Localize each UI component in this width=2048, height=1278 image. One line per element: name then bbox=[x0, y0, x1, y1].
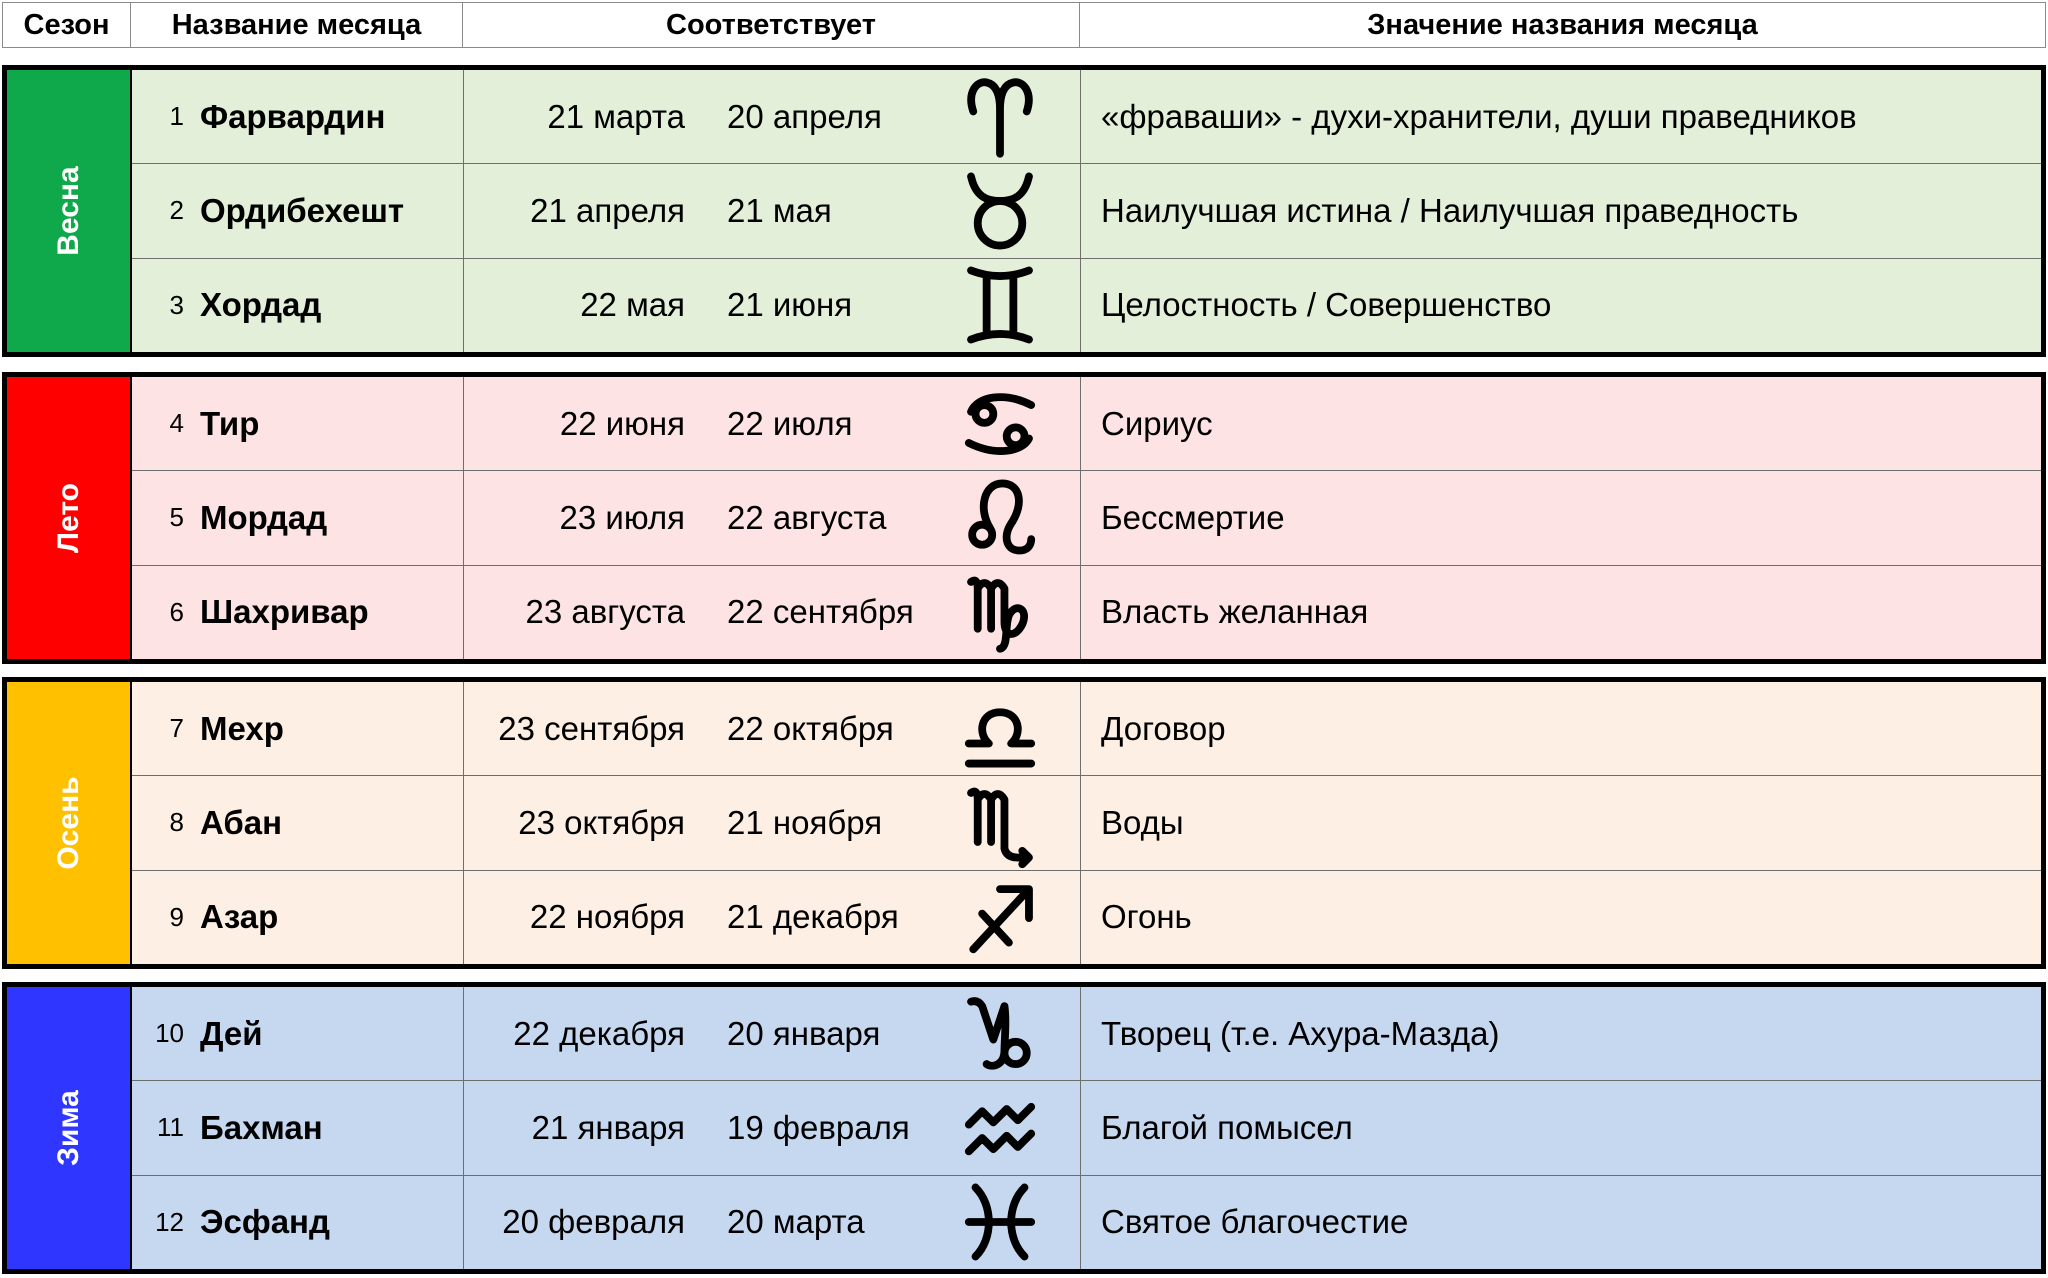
month-number: 11 bbox=[157, 1112, 184, 1143]
season-rows bbox=[132, 377, 2041, 659]
month-name: Бахман bbox=[200, 1108, 323, 1146]
season-label-text: Весна bbox=[51, 166, 85, 256]
month-meaning: Бессмертие bbox=[1101, 498, 1285, 536]
table-header bbox=[2, 2, 2046, 48]
month-meaning: Огонь bbox=[1101, 898, 1192, 936]
date-from: 23 августа bbox=[525, 593, 685, 631]
table-row bbox=[132, 259, 2041, 352]
month-meaning: Власть желанная bbox=[1101, 593, 1369, 631]
aries-icon bbox=[964, 78, 1036, 156]
header-month-name: Название месяца bbox=[131, 3, 463, 47]
capricorn-icon bbox=[964, 995, 1036, 1073]
month-name: Мехр bbox=[200, 709, 284, 747]
month-meaning: Наилучшая истина / Наилучшая праведность bbox=[1101, 191, 1799, 229]
date-from: 22 ноября bbox=[529, 898, 685, 936]
table-row bbox=[132, 164, 2041, 258]
date-from: 22 мая bbox=[580, 286, 685, 324]
table-row bbox=[132, 682, 2041, 776]
table-row bbox=[132, 471, 2041, 565]
date-to: 20 апреля bbox=[727, 97, 882, 135]
month-name: Ордибехешт bbox=[200, 191, 405, 229]
date-from: 21 января bbox=[531, 1108, 685, 1146]
month-number: 5 bbox=[169, 502, 184, 533]
date-to: 20 марта bbox=[727, 1203, 865, 1241]
date-from: 22 декабря bbox=[513, 1014, 685, 1052]
month-meaning: Воды bbox=[1101, 803, 1184, 841]
month-number: 12 bbox=[155, 1206, 184, 1237]
date-from: 21 апреля bbox=[530, 191, 685, 229]
month-name: Абан bbox=[200, 803, 283, 841]
season-label-summer bbox=[7, 377, 132, 659]
month-name: Тир bbox=[200, 404, 260, 442]
table-row bbox=[132, 70, 2041, 164]
date-to: 21 мая bbox=[727, 191, 832, 229]
date-to: 19 февраля bbox=[727, 1108, 910, 1146]
table-row bbox=[132, 1081, 2041, 1175]
month-number: 10 bbox=[155, 1018, 184, 1049]
season-label-winter bbox=[7, 987, 132, 1269]
month-name: Мордад bbox=[200, 498, 328, 536]
month-name: Эсфанд bbox=[200, 1203, 330, 1241]
date-from: 23 октября bbox=[518, 803, 685, 841]
month-name: Шахривар bbox=[200, 593, 369, 631]
header-meaning: Значение названия месяца bbox=[1367, 8, 1758, 41]
date-to: 22 октября bbox=[727, 709, 894, 747]
month-meaning: Святое благочестие bbox=[1101, 1203, 1409, 1241]
month-number: 1 bbox=[169, 101, 184, 132]
cancer-icon bbox=[964, 385, 1036, 463]
date-to: 21 декабря bbox=[727, 898, 899, 936]
season-rows bbox=[132, 682, 2041, 964]
month-meaning: Творец (т.е. Ахура-Мазда) bbox=[1101, 1014, 1500, 1052]
libra-icon bbox=[964, 690, 1036, 768]
table-row bbox=[132, 566, 2041, 659]
scorpio-icon bbox=[964, 784, 1036, 862]
month-number: 9 bbox=[169, 901, 184, 932]
month-name: Дей bbox=[200, 1014, 263, 1052]
month-number: 3 bbox=[169, 289, 184, 320]
month-meaning: Целостность / Совершенство bbox=[1101, 286, 1552, 324]
season-block-winter bbox=[2, 982, 2046, 1274]
table-row bbox=[132, 987, 2041, 1081]
taurus-icon bbox=[964, 172, 1036, 250]
season-block-summer bbox=[2, 372, 2046, 664]
season-rows bbox=[132, 70, 2041, 352]
season-label-spring bbox=[7, 70, 132, 352]
season-rows bbox=[132, 987, 2041, 1269]
date-from: 22 июня bbox=[559, 404, 685, 442]
sagittarius-icon bbox=[964, 878, 1036, 956]
date-to: 22 августа bbox=[727, 498, 887, 536]
month-name: Фарвардин bbox=[200, 97, 386, 135]
pisces-icon bbox=[964, 1183, 1036, 1261]
table-row bbox=[132, 1176, 2041, 1269]
month-number: 2 bbox=[169, 195, 184, 226]
season-block-autumn bbox=[2, 677, 2046, 969]
table-row bbox=[132, 377, 2041, 471]
table-row bbox=[132, 776, 2041, 870]
season-label-text: Осень bbox=[51, 776, 85, 870]
leo-icon bbox=[964, 479, 1036, 557]
virgo-icon bbox=[964, 573, 1036, 651]
month-meaning: Договор bbox=[1101, 709, 1226, 747]
date-from: 23 июля bbox=[559, 498, 685, 536]
month-name: Хордад bbox=[200, 286, 322, 324]
date-to: 20 января bbox=[727, 1014, 881, 1052]
table-row bbox=[132, 871, 2041, 964]
season-block-spring bbox=[2, 65, 2046, 357]
month-number: 7 bbox=[169, 713, 184, 744]
date-to: 22 сентября bbox=[727, 593, 914, 631]
date-to: 21 ноября bbox=[727, 803, 883, 841]
month-number: 4 bbox=[169, 408, 184, 439]
date-to: 21 июня bbox=[727, 286, 853, 324]
date-from: 23 сентября bbox=[498, 709, 685, 747]
gemini-icon bbox=[964, 266, 1036, 344]
season-label-text: Лето bbox=[51, 483, 85, 553]
month-number: 6 bbox=[169, 596, 184, 627]
season-label-autumn bbox=[7, 682, 132, 964]
month-meaning: Благой помысел bbox=[1101, 1108, 1353, 1146]
aquarius-icon bbox=[964, 1089, 1036, 1167]
date-to: 22 июля bbox=[727, 404, 853, 442]
header-corresponds: Соответствует bbox=[463, 3, 1080, 47]
date-from: 21 марта bbox=[547, 97, 685, 135]
header-season: Сезон bbox=[3, 3, 131, 47]
month-name: Азар bbox=[200, 898, 279, 936]
month-number: 8 bbox=[169, 807, 184, 838]
season-label-text: Зима bbox=[51, 1090, 85, 1166]
month-meaning: Сириус bbox=[1101, 404, 1213, 442]
date-from: 20 февраля bbox=[502, 1203, 685, 1241]
month-meaning: «фраваши» - духи-хранители, души праведников bbox=[1101, 97, 1857, 135]
